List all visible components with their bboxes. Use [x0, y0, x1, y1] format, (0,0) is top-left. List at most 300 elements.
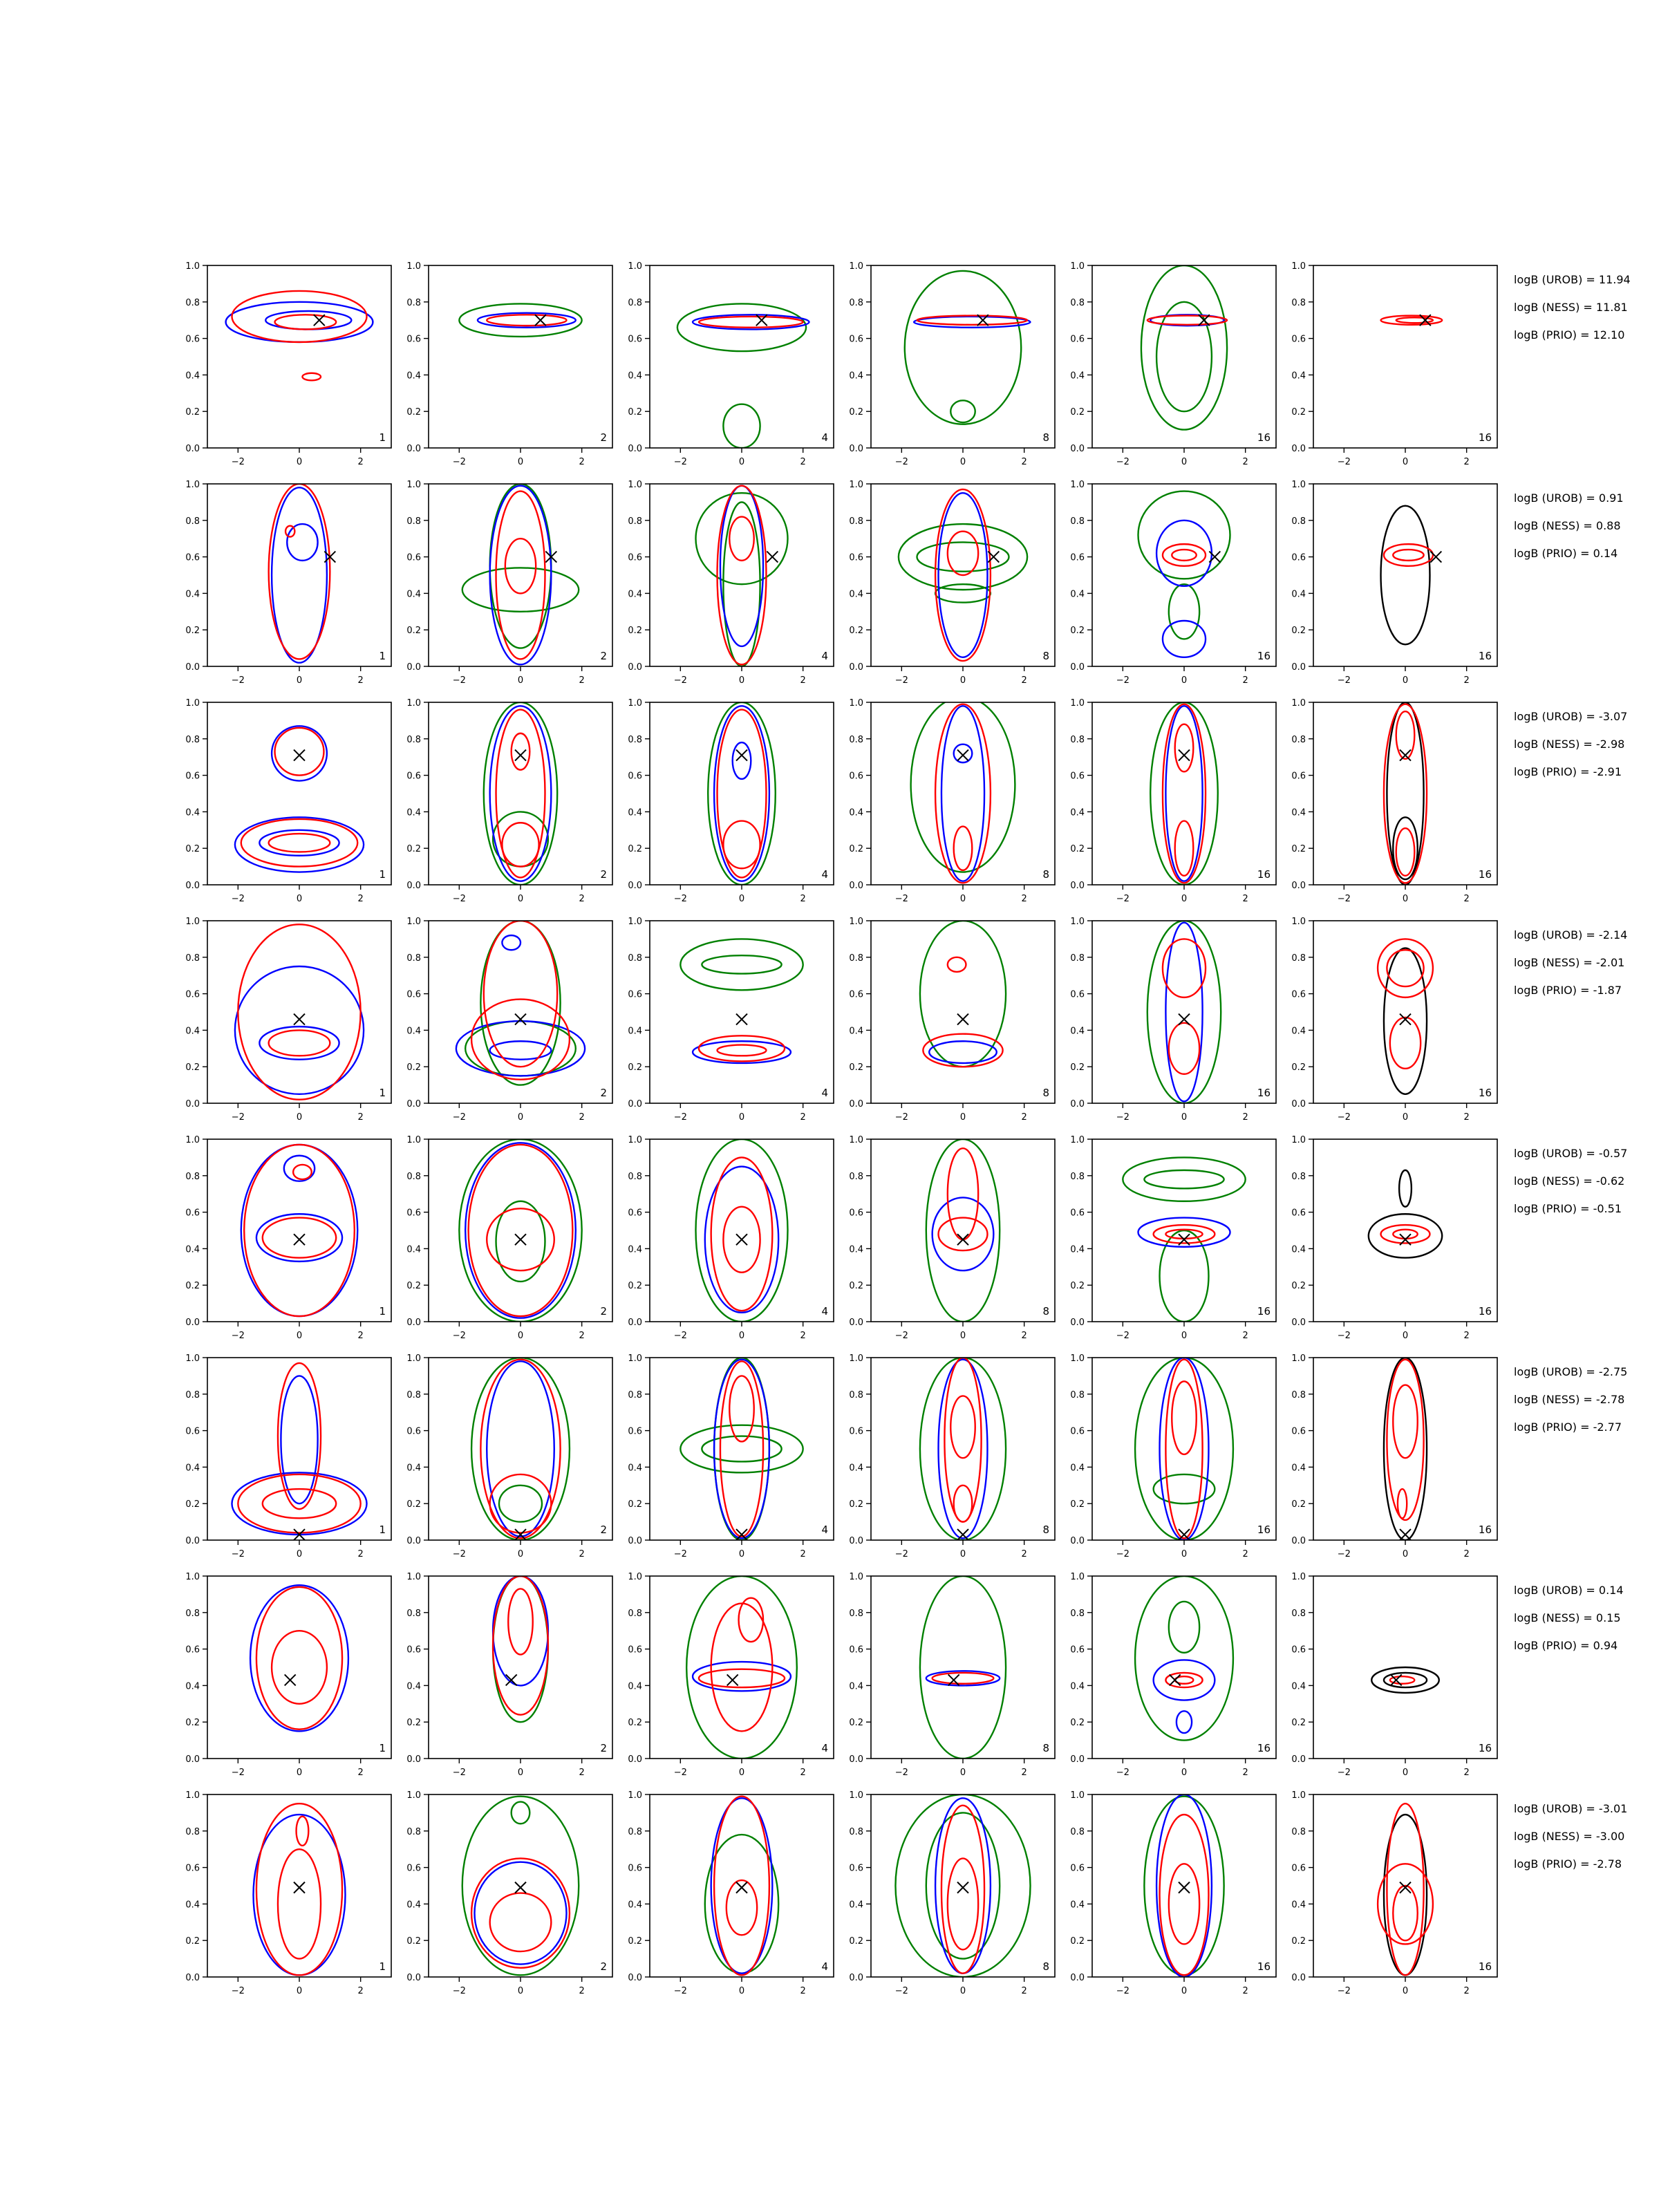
y-tick-label: 0.6: [849, 552, 863, 563]
y-tick-label: 0.2: [1291, 1499, 1306, 1510]
x-tick-label: −2: [673, 894, 687, 904]
x-tick-label: 2: [1021, 1549, 1027, 1559]
logb-text-row7-2: logB (PRIO) = -2.78: [1514, 1857, 1622, 1871]
y-tick-label: 0.2: [1291, 626, 1306, 637]
y-tick-label: 0.6: [185, 1426, 200, 1437]
y-tick-label: 1.0: [628, 1572, 642, 1582]
x-tick-label: 2: [1021, 675, 1027, 686]
x-tick-label: 0: [959, 1768, 966, 1778]
y-tick-label: 0.6: [1291, 1426, 1306, 1437]
y-tick-label: 1.0: [406, 261, 421, 272]
logb-text-row7-1: logB (NESS) = -3.00: [1514, 1830, 1625, 1843]
panel-count-label: 1: [379, 1305, 386, 1318]
y-tick-label: 0.4: [185, 589, 200, 600]
x-tick-label: 0: [296, 1112, 303, 1123]
y-tick-label: 0.8: [185, 1608, 200, 1619]
panel-count-label: 16: [1257, 1960, 1271, 1973]
panel-count-label: 2: [600, 868, 607, 881]
x-tick-label: −2: [894, 1549, 908, 1559]
y-tick-label: 0.0: [849, 881, 863, 891]
y-tick-label: 0.6: [1291, 552, 1306, 563]
y-tick-label: 0.4: [1070, 371, 1085, 382]
x-tick-label: 2: [357, 894, 364, 904]
logb-text-row3-0: logB (UROB) = -2.14: [1514, 928, 1628, 941]
x-tick-label: −2: [231, 675, 245, 686]
panel-count-label: 4: [821, 868, 828, 881]
y-tick-label: 0.8: [1070, 1389, 1085, 1400]
x-tick-label: 0: [738, 894, 745, 904]
y-tick-label: 1.0: [185, 917, 200, 927]
x-tick-label: 2: [579, 1549, 585, 1559]
x-tick-label: 0: [517, 1112, 524, 1123]
y-tick-label: 1.0: [1070, 261, 1085, 272]
y-tick-label: 0.6: [185, 1863, 200, 1874]
x-tick-label: 0: [1402, 1768, 1409, 1778]
y-tick-label: 0.6: [406, 552, 421, 563]
y-tick-label: 0.8: [1070, 734, 1085, 745]
y-tick-label: 1.0: [1291, 480, 1306, 490]
y-tick-label: 0.2: [628, 1062, 642, 1074]
y-tick-label: 0.0: [849, 1536, 863, 1546]
y-tick-label: 0.6: [185, 771, 200, 782]
y-tick-label: 0.4: [406, 589, 421, 600]
y-tick-label: 0.0: [1070, 881, 1085, 891]
y-tick-label: 0.4: [1070, 1026, 1085, 1037]
y-tick-label: 0.8: [185, 1826, 200, 1837]
x-tick-label: 2: [800, 457, 806, 467]
y-tick-label: 0.0: [849, 1973, 863, 1983]
y-tick-label: 0.8: [1070, 1171, 1085, 1182]
x-tick-label: −2: [231, 1986, 245, 1996]
y-tick-label: 0.0: [1070, 444, 1085, 454]
x-tick-label: 2: [357, 1549, 364, 1559]
x-tick-label: 2: [1463, 1986, 1470, 1996]
y-tick-label: 0.4: [628, 1681, 642, 1692]
y-tick-label: 1.0: [1070, 1135, 1085, 1145]
y-tick-label: 0.2: [185, 1718, 200, 1729]
y-tick-label: 0.2: [849, 626, 863, 637]
y-tick-label: 0.6: [849, 989, 863, 1000]
x-tick-label: −2: [452, 1112, 466, 1123]
x-tick-label: 0: [517, 675, 524, 686]
y-tick-label: 0.0: [849, 662, 863, 673]
y-tick-label: 0.8: [1070, 953, 1085, 964]
y-tick-label: 0.8: [1291, 734, 1306, 745]
y-tick-label: 0.2: [628, 626, 642, 637]
y-tick-label: 1.0: [185, 1790, 200, 1801]
y-tick-label: 0.6: [628, 989, 642, 1000]
y-tick-label: 0.4: [185, 1681, 200, 1692]
x-tick-label: 0: [1402, 675, 1409, 686]
x-tick-label: 0: [738, 675, 745, 686]
x-tick-label: 0: [296, 1549, 303, 1559]
y-tick-label: 0.4: [849, 1026, 863, 1037]
y-tick-label: 0.8: [185, 734, 200, 745]
y-tick-label: 1.0: [1291, 261, 1306, 272]
y-tick-label: 0.4: [406, 1681, 421, 1692]
y-tick-label: 0.2: [849, 844, 863, 855]
y-tick-label: 0.2: [185, 844, 200, 855]
y-tick-label: 0.2: [849, 1936, 863, 1947]
y-tick-label: 0.0: [849, 1318, 863, 1328]
y-tick-label: 0.8: [406, 516, 421, 527]
y-tick-label: 1.0: [849, 1135, 863, 1145]
y-tick-label: 0.6: [185, 1208, 200, 1219]
panel-count-label: 16: [1478, 650, 1492, 662]
y-tick-label: 0.0: [1070, 1099, 1085, 1109]
y-tick-label: 0.8: [185, 297, 200, 308]
y-tick-label: 0.2: [1070, 1718, 1085, 1729]
y-tick-label: 0.2: [1291, 1281, 1306, 1292]
panel-count-label: 16: [1257, 1305, 1271, 1318]
y-tick-label: 0.2: [1291, 844, 1306, 855]
y-tick-label: 0.0: [1291, 1536, 1306, 1546]
panel-count-label: 4: [821, 1087, 828, 1099]
y-tick-label: 0.6: [849, 1208, 863, 1219]
x-tick-label: 0: [1402, 894, 1409, 904]
x-tick-label: −2: [894, 1986, 908, 1996]
x-tick-label: −2: [673, 1986, 687, 1996]
panel-count-label: 2: [600, 1524, 607, 1536]
y-tick-label: 0.8: [406, 734, 421, 745]
x-tick-label: 0: [738, 457, 745, 467]
x-tick-label: −2: [1116, 1112, 1130, 1123]
y-tick-label: 0.2: [1070, 1062, 1085, 1074]
panel-count-label: 2: [600, 1305, 607, 1318]
x-tick-label: −2: [894, 894, 908, 904]
y-tick-label: 0.4: [1291, 1463, 1306, 1474]
y-tick-label: 0.8: [1291, 297, 1306, 308]
y-tick-label: 0.2: [185, 407, 200, 418]
y-tick-label: 0.8: [1070, 516, 1085, 527]
y-tick-label: 0.2: [406, 844, 421, 855]
y-tick-label: 0.6: [628, 771, 642, 782]
x-tick-label: 0: [517, 1768, 524, 1778]
panel-count-label: 16: [1478, 1742, 1492, 1754]
logb-text-row3-1: logB (NESS) = -2.01: [1514, 956, 1625, 969]
x-tick-label: −2: [452, 675, 466, 686]
y-tick-label: 0.0: [406, 662, 421, 673]
y-tick-label: 0.8: [1291, 1608, 1306, 1619]
panel-count-label: 2: [600, 1742, 607, 1754]
y-tick-label: 1.0: [406, 1135, 421, 1145]
y-tick-label: 0.0: [1070, 1318, 1085, 1328]
y-tick-label: 1.0: [406, 1353, 421, 1364]
x-tick-label: 0: [517, 894, 524, 904]
y-tick-label: 0.8: [1291, 1389, 1306, 1400]
y-tick-label: 1.0: [849, 1572, 863, 1582]
x-tick-label: −2: [894, 1768, 908, 1778]
x-tick-label: 2: [579, 675, 585, 686]
y-tick-label: 0.2: [185, 1936, 200, 1947]
y-tick-label: 0.6: [1070, 1644, 1085, 1656]
x-tick-label: −2: [231, 894, 245, 904]
y-tick-label: 0.8: [406, 1389, 421, 1400]
y-tick-label: 0.0: [185, 1099, 200, 1109]
x-tick-label: 2: [1463, 894, 1470, 904]
y-tick-label: 0.6: [406, 1863, 421, 1874]
y-tick-label: 0.8: [849, 1171, 863, 1182]
y-tick-label: 0.0: [849, 1754, 863, 1765]
x-tick-label: 0: [1181, 894, 1188, 904]
x-tick-label: 0: [959, 457, 966, 467]
panel-count-label: 16: [1257, 650, 1271, 662]
y-tick-label: 0.6: [406, 334, 421, 345]
x-tick-label: 0: [296, 457, 303, 467]
x-tick-label: 2: [800, 1549, 806, 1559]
x-tick-label: 0: [1402, 1549, 1409, 1559]
y-tick-label: 0.4: [185, 1244, 200, 1255]
y-tick-label: 1.0: [406, 917, 421, 927]
y-tick-label: 1.0: [849, 1790, 863, 1801]
y-tick-label: 0.2: [1291, 1936, 1306, 1947]
x-tick-label: −2: [673, 1112, 687, 1123]
y-tick-label: 1.0: [185, 698, 200, 709]
x-tick-label: 0: [296, 894, 303, 904]
x-tick-label: 2: [800, 1112, 806, 1123]
panel-count-label: 4: [821, 1742, 828, 1754]
x-tick-label: 0: [1181, 457, 1188, 467]
panel-count-label: 16: [1257, 1087, 1271, 1099]
y-tick-label: 0.0: [628, 1536, 642, 1546]
y-tick-label: 0.2: [406, 1499, 421, 1510]
x-tick-label: 0: [1181, 1768, 1188, 1778]
y-tick-label: 1.0: [406, 1790, 421, 1801]
panel-count-label: 8: [1042, 1087, 1049, 1099]
x-tick-label: 0: [738, 1986, 745, 1996]
y-tick-label: 0.0: [1291, 662, 1306, 673]
y-tick-label: 0.8: [1291, 1826, 1306, 1837]
x-tick-label: −2: [1337, 1331, 1351, 1341]
y-tick-label: 0.6: [406, 1644, 421, 1656]
x-tick-label: 2: [1242, 675, 1248, 686]
y-tick-label: 0.0: [1291, 1973, 1306, 1983]
y-tick-label: 0.2: [849, 1062, 863, 1074]
panel-count-label: 4: [821, 650, 828, 662]
y-tick-label: 0.6: [185, 1644, 200, 1656]
x-tick-label: 2: [357, 1112, 364, 1123]
y-tick-label: 0.8: [185, 516, 200, 527]
y-tick-label: 0.4: [406, 371, 421, 382]
logb-text-row1-0: logB (UROB) = 0.91: [1514, 491, 1624, 505]
x-tick-label: −2: [673, 675, 687, 686]
x-tick-label: 2: [579, 1331, 585, 1341]
y-tick-label: 0.2: [628, 1281, 642, 1292]
x-tick-label: −2: [894, 457, 908, 467]
y-tick-label: 0.2: [849, 1718, 863, 1729]
y-tick-label: 0.0: [628, 1099, 642, 1109]
x-tick-label: 0: [296, 1768, 303, 1778]
y-tick-label: 0.2: [1070, 626, 1085, 637]
y-tick-label: 0.0: [185, 881, 200, 891]
x-tick-label: 2: [357, 1768, 364, 1778]
y-tick-label: 0.8: [849, 734, 863, 745]
y-tick-label: 1.0: [849, 480, 863, 490]
y-tick-label: 0.4: [185, 371, 200, 382]
x-tick-label: −2: [673, 1768, 687, 1778]
y-tick-label: 1.0: [849, 261, 863, 272]
panel-count-label: 8: [1042, 431, 1049, 444]
logb-text-row2-1: logB (NESS) = -2.98: [1514, 738, 1625, 751]
y-tick-label: 0.4: [628, 1026, 642, 1037]
y-tick-label: 1.0: [628, 917, 642, 927]
y-tick-label: 0.8: [185, 1171, 200, 1182]
y-tick-label: 0.6: [1070, 1863, 1085, 1874]
y-tick-label: 0.0: [406, 1973, 421, 1983]
logb-text-row0-2: logB (PRIO) = 12.10: [1514, 328, 1625, 341]
x-tick-label: 2: [800, 894, 806, 904]
y-tick-label: 0.4: [628, 1900, 642, 1911]
y-tick-label: 1.0: [185, 480, 200, 490]
x-tick-label: 2: [1242, 1986, 1248, 1996]
panel-count-label: 1: [379, 1742, 386, 1754]
x-tick-label: 0: [1402, 1331, 1409, 1341]
panel-count-label: 16: [1257, 1524, 1271, 1536]
y-tick-label: 0.0: [1291, 444, 1306, 454]
y-tick-label: 0.2: [406, 626, 421, 637]
panel-count-label: 4: [821, 1524, 828, 1536]
y-tick-label: 0.8: [849, 516, 863, 527]
y-tick-label: 1.0: [628, 1790, 642, 1801]
x-tick-label: 0: [738, 1768, 745, 1778]
y-tick-label: 0.6: [849, 771, 863, 782]
y-tick-label: 0.2: [849, 1499, 863, 1510]
y-tick-label: 0.4: [185, 807, 200, 818]
y-tick-label: 1.0: [1291, 698, 1306, 709]
logb-text-row2-0: logB (UROB) = -3.07: [1514, 710, 1628, 723]
x-tick-label: 2: [1463, 1331, 1470, 1341]
x-tick-label: 2: [1463, 1112, 1470, 1123]
y-tick-label: 1.0: [628, 698, 642, 709]
x-tick-label: 2: [579, 1986, 585, 1996]
y-tick-label: 1.0: [406, 698, 421, 709]
x-tick-label: −2: [1337, 1549, 1351, 1559]
panel-count-label: 1: [379, 868, 386, 881]
y-tick-label: 0.8: [406, 1826, 421, 1837]
y-tick-label: 1.0: [406, 1572, 421, 1582]
y-tick-label: 0.2: [1070, 844, 1085, 855]
x-tick-label: −2: [1116, 675, 1130, 686]
x-tick-label: 0: [959, 1112, 966, 1123]
y-tick-label: 0.2: [628, 1936, 642, 1947]
y-tick-label: 0.0: [185, 1754, 200, 1765]
y-tick-label: 0.6: [406, 771, 421, 782]
y-tick-label: 0.0: [1070, 1754, 1085, 1765]
x-tick-label: 2: [1242, 1112, 1248, 1123]
y-tick-label: 0.4: [1070, 589, 1085, 600]
y-tick-label: 0.0: [1291, 1754, 1306, 1765]
x-tick-label: 2: [1021, 457, 1027, 467]
panel-count-label: 8: [1042, 1960, 1049, 1973]
x-tick-label: 0: [959, 1986, 966, 1996]
y-tick-label: 0.6: [849, 1863, 863, 1874]
y-tick-label: 0.4: [1070, 1463, 1085, 1474]
y-tick-label: 0.4: [1291, 371, 1306, 382]
x-tick-label: 0: [1181, 1331, 1188, 1341]
y-tick-label: 1.0: [1291, 1353, 1306, 1364]
y-tick-label: 0.8: [628, 734, 642, 745]
x-tick-label: 0: [1402, 1112, 1409, 1123]
x-tick-label: 0: [296, 1331, 303, 1341]
y-tick-label: 0.4: [406, 1026, 421, 1037]
y-tick-label: 0.2: [406, 407, 421, 418]
y-tick-label: 0.0: [185, 444, 200, 454]
y-tick-label: 0.2: [406, 1281, 421, 1292]
y-tick-label: 0.8: [185, 953, 200, 964]
y-tick-label: 0.6: [1070, 771, 1085, 782]
logb-text-row4-0: logB (UROB) = -0.57: [1514, 1147, 1628, 1160]
x-tick-label: 0: [1181, 1112, 1188, 1123]
y-tick-label: 0.4: [628, 1463, 642, 1474]
x-tick-label: 2: [1463, 1549, 1470, 1559]
y-tick-label: 0.4: [1070, 1244, 1085, 1255]
x-tick-label: 2: [1021, 1986, 1027, 1996]
y-tick-label: 0.6: [406, 1208, 421, 1219]
y-tick-label: 0.8: [1070, 297, 1085, 308]
panel-count-label: 16: [1478, 1087, 1492, 1099]
y-tick-label: 0.8: [406, 953, 421, 964]
panel-count-label: 16: [1478, 431, 1492, 444]
x-tick-label: 0: [296, 675, 303, 686]
x-tick-label: −2: [231, 1331, 245, 1341]
x-tick-label: 2: [357, 675, 364, 686]
panel-count-label: 4: [821, 431, 828, 444]
y-tick-label: 0.8: [628, 297, 642, 308]
y-tick-label: 1.0: [628, 261, 642, 272]
y-tick-label: 0.2: [628, 844, 642, 855]
x-tick-label: −2: [1337, 894, 1351, 904]
y-tick-label: 0.4: [406, 1900, 421, 1911]
x-tick-label: 2: [357, 457, 364, 467]
y-tick-label: 0.2: [1291, 1718, 1306, 1729]
x-tick-label: 2: [1242, 1331, 1248, 1341]
x-tick-label: −2: [1116, 1986, 1130, 1996]
x-tick-label: 0: [738, 1549, 745, 1559]
y-tick-label: 0.6: [1291, 1863, 1306, 1874]
y-tick-label: 0.6: [1070, 1426, 1085, 1437]
y-tick-label: 0.6: [628, 1208, 642, 1219]
y-tick-label: 0.6: [185, 552, 200, 563]
x-tick-label: −2: [231, 1549, 245, 1559]
logb-text-row6-0: logB (UROB) = 0.14: [1514, 1584, 1624, 1597]
x-tick-label: 2: [800, 1986, 806, 1996]
x-tick-label: 0: [959, 1549, 966, 1559]
x-tick-label: −2: [1116, 1768, 1130, 1778]
y-tick-label: 1.0: [849, 698, 863, 709]
x-tick-label: 2: [1242, 894, 1248, 904]
x-tick-label: −2: [1337, 457, 1351, 467]
x-tick-label: 2: [800, 1768, 806, 1778]
x-tick-label: −2: [894, 675, 908, 686]
x-tick-label: −2: [231, 457, 245, 467]
y-tick-label: 0.0: [406, 881, 421, 891]
x-tick-label: 2: [1021, 1331, 1027, 1341]
y-tick-label: 0.6: [1070, 989, 1085, 1000]
y-tick-label: 0.6: [1070, 334, 1085, 345]
y-tick-label: 0.4: [628, 1244, 642, 1255]
y-tick-label: 0.0: [185, 1318, 200, 1328]
y-tick-label: 0.8: [1291, 1171, 1306, 1182]
y-tick-label: 0.4: [406, 1244, 421, 1255]
x-tick-label: 0: [1181, 675, 1188, 686]
y-tick-label: 1.0: [1070, 480, 1085, 490]
y-tick-label: 0.6: [185, 334, 200, 345]
y-tick-label: 0.4: [849, 589, 863, 600]
y-tick-label: 1.0: [628, 1135, 642, 1145]
y-tick-label: 0.2: [406, 1062, 421, 1074]
x-tick-label: 0: [738, 1331, 745, 1341]
y-tick-label: 0.2: [849, 1281, 863, 1292]
